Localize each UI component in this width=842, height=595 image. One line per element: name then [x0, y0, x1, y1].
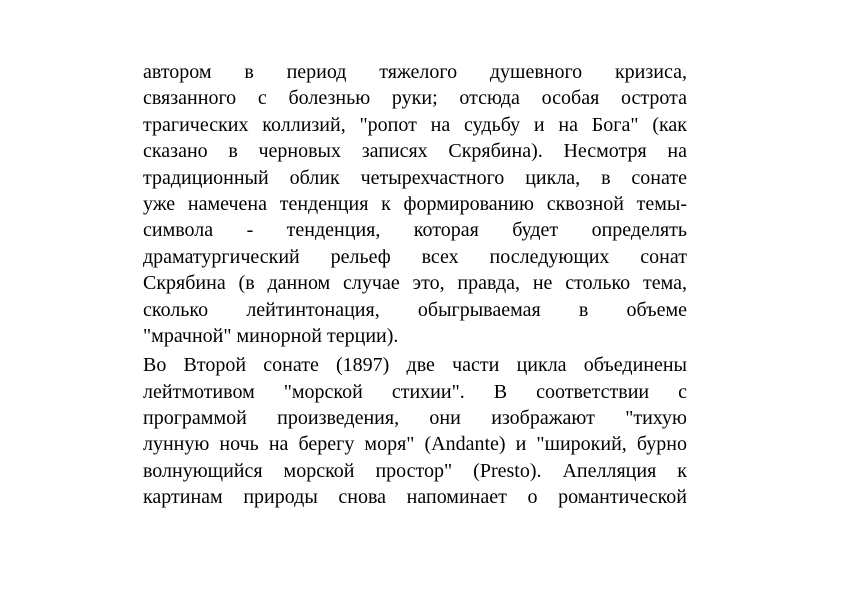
text-line: "мрачной" минорной терции).	[143, 324, 399, 347]
paragraph-1	[143, 59, 687, 349]
text-line: картинам природы снова напоминает о романтической	[143, 486, 687, 509]
text-line: уже намечена тенденция к формированию сквозной темы-	[143, 192, 687, 215]
text-line: символа - тенденция, которая будет определять	[143, 219, 687, 242]
text-line: сколько лейтинтонация, обыгрываемая в объеме	[143, 298, 687, 321]
body-text	[143, 59, 687, 511]
text-line: традиционный облик четырехчастного цикла, в сонате	[143, 166, 687, 189]
text-line: программой произведения, они изображают "тихую	[143, 407, 687, 430]
text-line: лунную ночь на берегу моря" (Andante) и "широкий, бурно	[143, 433, 687, 456]
text-line: сказано в черновых записях Скрябина). Несмотря на	[143, 140, 687, 163]
text-line: Скрябина (в данном случае это, правда, не столько тема,	[143, 272, 687, 295]
paragraph-2	[143, 352, 687, 510]
text-line: лейтмотивом "морской стихии". В соответствии с	[143, 380, 687, 403]
text-line: драматургический рельеф всех последующих сонат	[143, 245, 687, 268]
text-line: автором в период тяжелого душевного кризиса,	[143, 61, 687, 83]
text-line: Во Второй сонате (1897) две части цикла объединены	[143, 354, 687, 377]
text-line: трагических коллизий, "ропот на судьбу и на Бога" (как	[143, 113, 687, 136]
text-line: связанного с болезнью руки; отсюда особая острота	[143, 87, 687, 110]
text-line: волнующийся морской простор" (Presto). Апелляция к	[143, 459, 687, 482]
